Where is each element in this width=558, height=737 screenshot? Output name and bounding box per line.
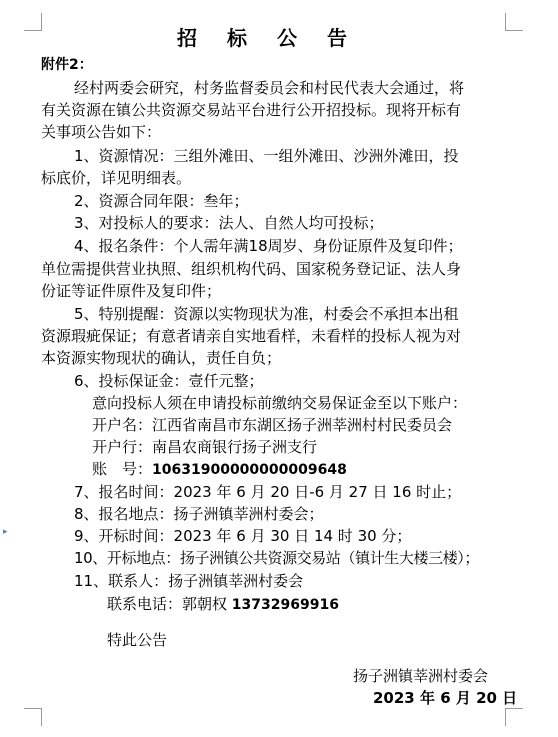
item11-phone-label: 联系电话：郭朝权 [107,595,232,613]
item10: 10、开标地点：扬子洲镇公共资源交易站（镇计生大楼三楼）； [74,549,479,567]
signature-date: 2023 年 6 月 20 日 [373,689,518,707]
signature-org: 扬子洲镇莘洲村委会 [353,667,489,685]
item9: 9、开标时间：2023 年 6 月 30 日 14 时 30 分； [74,527,412,545]
corner-mark-bottom-left [24,708,42,726]
corner-mark-bottom-right [505,708,523,726]
item11-phone-row [107,594,339,615]
item6-account-row [92,459,347,480]
item3: 3、对投标人的要求：法人、自然人均可投标； [74,214,384,232]
item1-line-1: 1、资源情况：三组外滩田、一组外滩田、沙洲外滩田，投 [74,147,459,165]
item1-line-2: 标底价，详见明细表。 [41,169,192,187]
item5-line-1: 5、特别提醒：资源以实物现状为准，村委会不承担本出租 [74,305,459,323]
intro-line-3: 关事项公告如下： [41,123,162,141]
item6: 6、投标保证金：壹仟元整； [74,372,264,390]
item11-phone-number: 13732969916 [231,597,339,613]
corner-mark-top-left [24,13,42,31]
item2: 2、资源合同年限：叁年； [74,192,249,210]
item6-bank: 开户行：南昌农商银行扬子洲支行 [92,438,318,456]
notice-title: 招标公告 [177,26,377,50]
attachment-label: 附件2： [41,57,93,73]
item5-line-3: 本资源实物现状的确认，责任自负； [41,349,282,367]
item7: 7、报名时间：2023 年 6 月 20 日-6 月 27 日 16 时止； [74,483,462,501]
item4-line-3: 份证等证件原件及复印件； [41,282,222,300]
corner-mark-top-right [505,13,523,31]
item6-instruction: 意向投标人须在申请投标前缴纳交易保证金至以下账户： [92,394,468,412]
item6-account-number: 10631900000000009648 [152,462,347,478]
item4-line-1: 4、报名条件：个人需年满18周岁、身份证原件及复印件； [74,237,463,255]
item4-line-2: 单位需提供营业执照、组织机构代码、国家税务登记证、法人身 [41,260,462,278]
item5-line-2: 资源瑕疵保证；有意者请亲自实地看样，未看样的投标人视为对 [41,327,462,345]
margin-arrow-icon[interactable]: ▸ [3,527,8,537]
closing-text: 特此公告 [107,631,168,649]
intro-line-1: 经村两委会研究，村务监督委员会和村民代表大会通过，将 [74,79,465,97]
item6-account-name: 开户名：江西省南昌市东湖区扬子洲莘洲村村民委员会 [92,416,453,434]
item11: 11、联系人：扬子洲镇莘洲村委会 [74,572,304,590]
item8: 8、报名地点：扬子洲镇莘洲村委会； [74,505,324,523]
intro-line-2: 有关资源在镇公共资源交易站平台进行公开招投标。现将开标有 [41,101,462,119]
item6-account-label: 账 号： [92,460,153,478]
